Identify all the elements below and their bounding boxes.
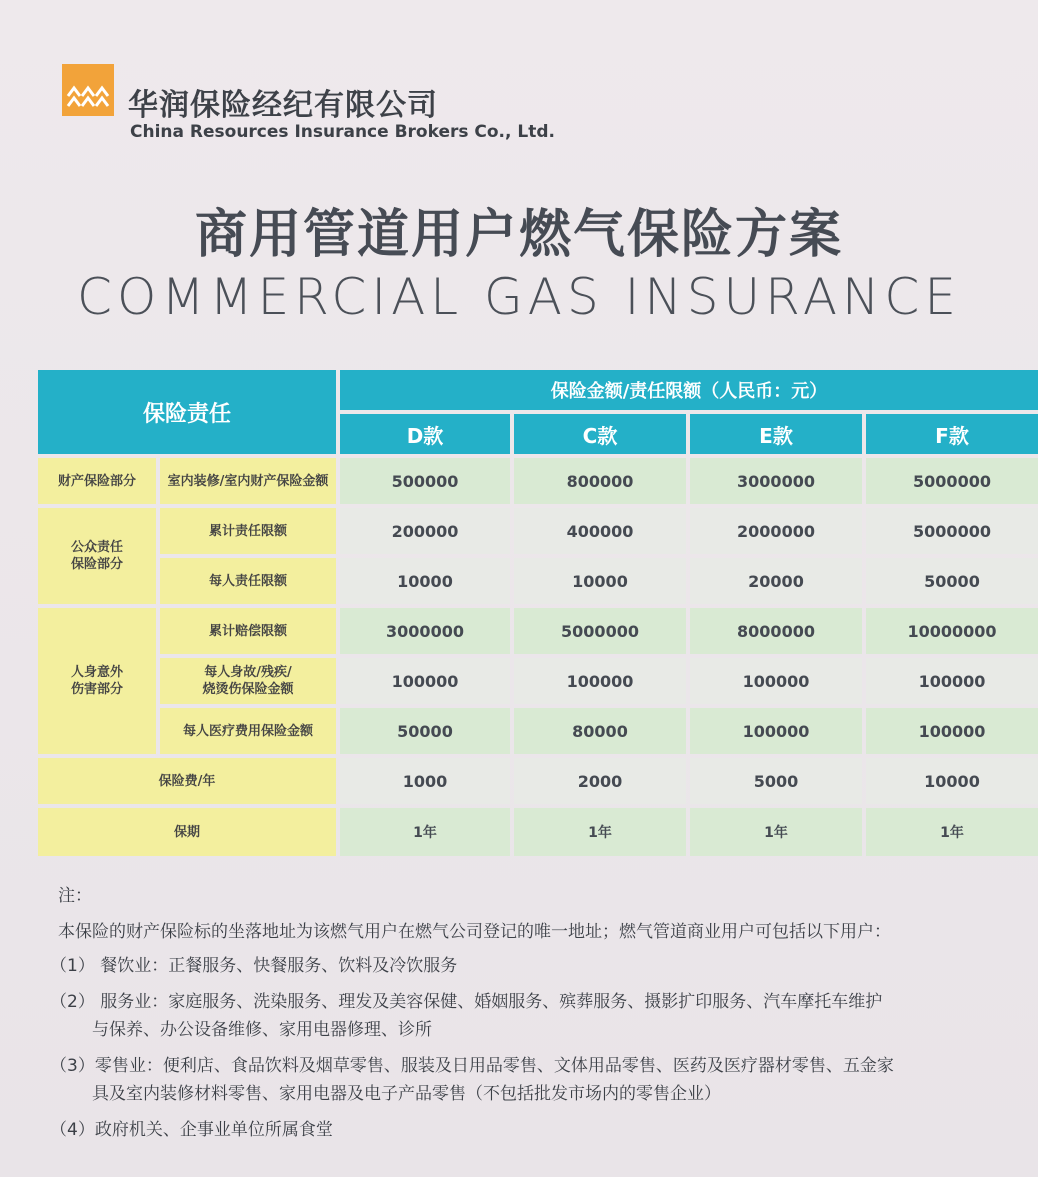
table-cell: 800000 [514,458,686,504]
plan-header-e: E款 [690,414,862,454]
row-label: 保险费/年 [38,758,336,804]
row-label: 每人身故/残疾/ 烧烫伤保险金额 [160,658,336,704]
company-name-en: China Resources Insurance Brokers Co., Ltd. [130,122,555,142]
row-label: 累计赔偿限额 [160,608,336,654]
table-cell: 100000 [866,658,1038,704]
company-name-cn: 华润保险经纪有限公司 [128,88,438,123]
table-cell: 10000000 [866,608,1038,654]
company-logo-icon [62,64,114,116]
plan-header-f: F款 [866,414,1038,454]
table-cell: 5000000 [514,608,686,654]
table-cell: 8000000 [690,608,862,654]
table-cell: 2000000 [690,508,862,554]
table-cell: 20000 [690,558,862,604]
notes-section [50,882,1028,1144]
table-cell: 5000000 [866,508,1038,554]
table-cell: 50000 [866,558,1038,604]
notes-item: （1） 餐饮业：正餐服务、快餐服务、饮料及冷饮服务 [50,956,458,976]
table-cell: 100000 [340,658,510,704]
table-cell: 100000 [690,708,862,754]
row-label: 室内装修/室内财产保险金额 [160,458,336,504]
table-cell: 100000 [690,658,862,704]
table-cell: 10000 [340,558,510,604]
row-label: 累计责任限额 [160,508,336,554]
table-cell: 1年 [866,808,1038,856]
table-cell: 3000000 [340,608,510,654]
table-cell: 50000 [340,708,510,754]
coverage-group-header: 保险金额/责任限额（人民币：元） [340,370,1038,410]
row-label: 每人责任限额 [160,558,336,604]
insurance-plan-table [38,370,1038,856]
notes-item: （2） 服务业：家庭服务、洗染服务、理发及美容保健、婚姻服务、殡葬服务、摄影扩印服务、汽车摩托车维护 [50,992,883,1012]
page-title: 商用管道用户燃气保险方案 [194,205,843,265]
table-corner-header: 保险责任 [38,370,336,454]
table-cell: 1年 [690,808,862,856]
notes-intro: 本保险的财产保险标的坐落地址为该燃气用户在燃气公司登记的唯一地址；燃气管道商业用户可包括以下用户： [58,922,891,942]
table-cell: 2000 [514,758,686,804]
notes-item-continued: 具及室内装修材料零售、家用电器及电子产品零售（不包括批发市场内的零售企业） [92,1084,721,1104]
notes-heading: 注： [58,886,92,906]
table-cell: 100000 [866,708,1038,754]
table-cell: 10000 [514,558,686,604]
table-cell: 200000 [340,508,510,554]
row-label: 保期 [38,808,336,856]
table-cell: 400000 [514,508,686,554]
page-subtitle: COMMERCIAL GAS INSURANCE [77,268,961,326]
row-label: 每人医疗费用保险金额 [160,708,336,754]
group-label-property: 财产保险部分 [38,458,156,504]
notes-item-continued: 与保养、办公设备维修、家用电器修理、诊所 [92,1020,432,1040]
table-cell: 1000 [340,758,510,804]
plan-header-d: D款 [340,414,510,454]
plan-header-c: C款 [514,414,686,454]
notes-item: （3）零售业：便利店、食品饮料及烟草零售、服装及日用品零售、文体用品零售、医药及医疗器材零售、五金家 [50,1056,894,1076]
table-cell: 1年 [340,808,510,856]
table-cell: 10000 [866,758,1038,804]
notes-item: （4）政府机关、企事业单位所属食堂 [50,1120,333,1140]
table-cell: 3000000 [690,458,862,504]
table-cell: 1年 [514,808,686,856]
table-cell: 500000 [340,458,510,504]
table-cell: 100000 [514,658,686,704]
table-cell: 5000 [690,758,862,804]
table-cell: 80000 [514,708,686,754]
group-label-personal-accident: 人身意外 伤害部分 [38,608,156,754]
group-label-public-liability: 公众责任 保险部分 [38,508,156,604]
table-cell: 5000000 [866,458,1038,504]
